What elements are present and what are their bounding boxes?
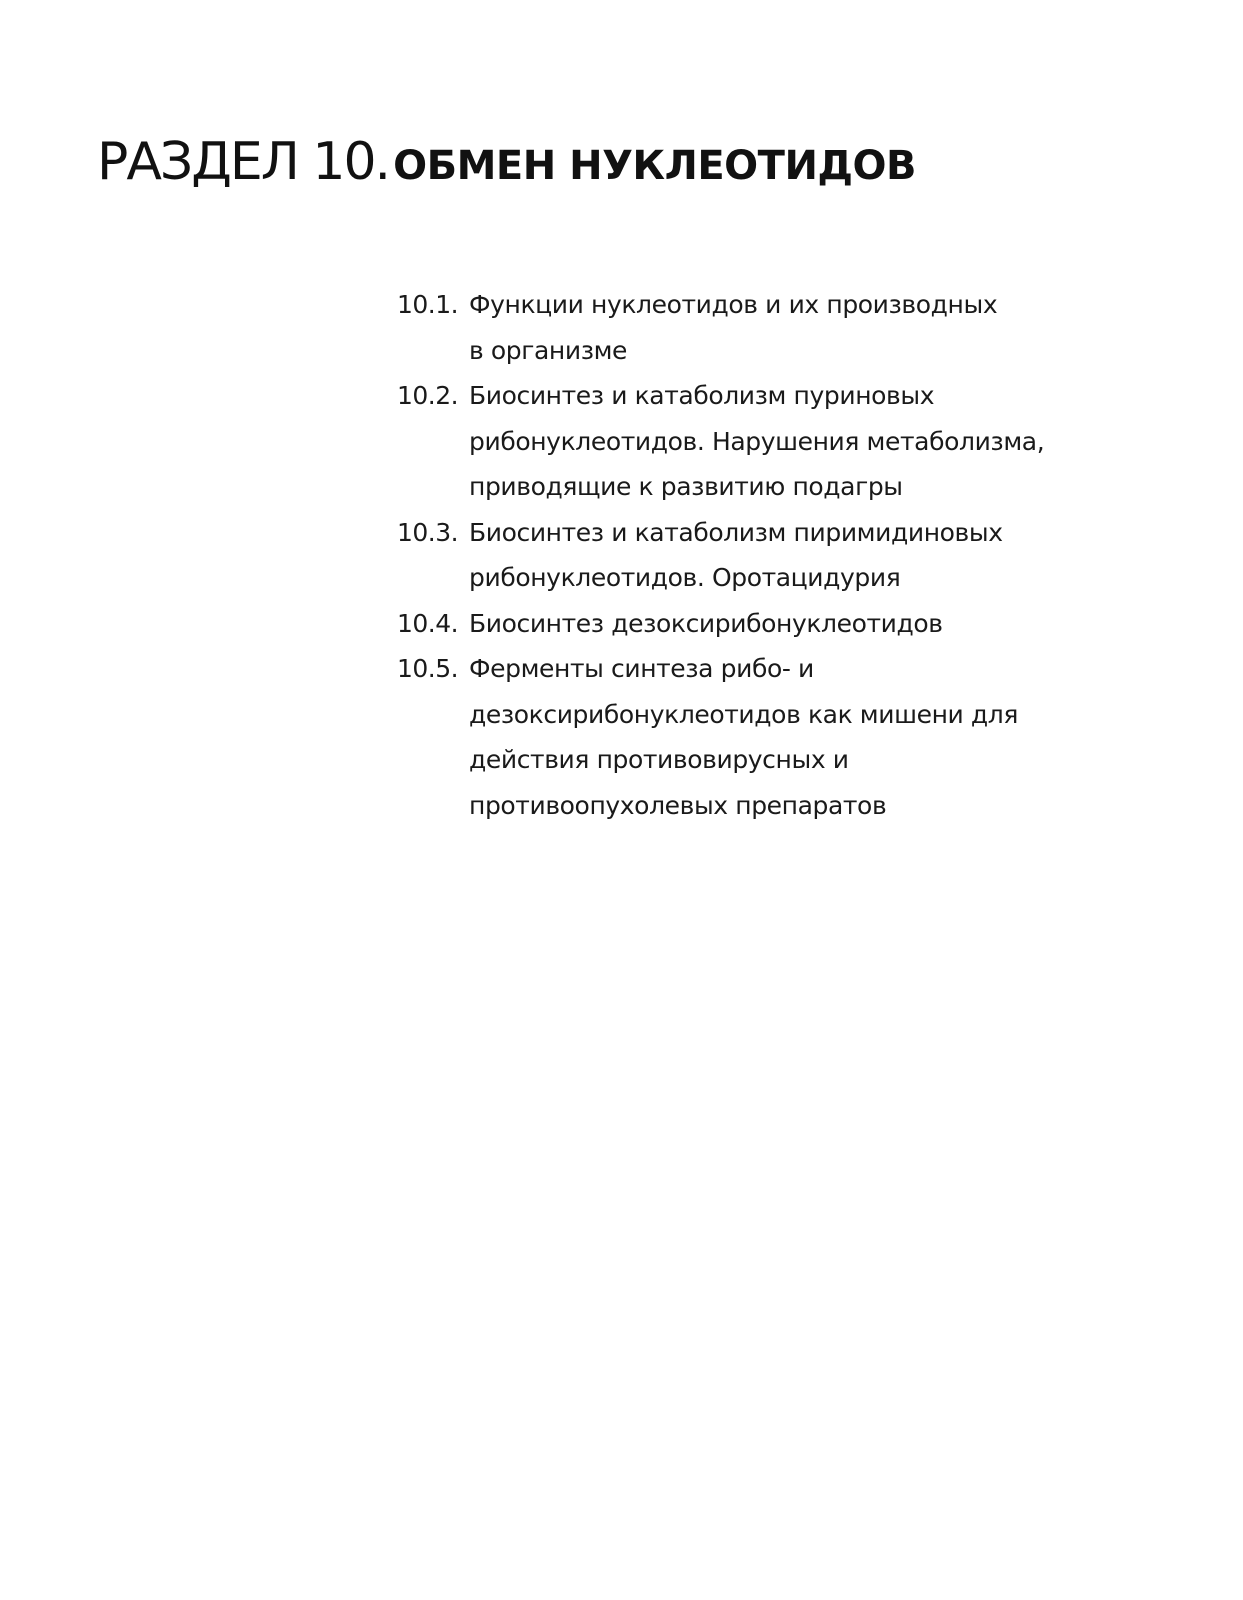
toc-item-line: действия противовирусных и (469, 745, 849, 774)
toc-item-line: Биосинтез и катаболизм пуриновых (469, 381, 935, 410)
toc-item (397, 510, 1087, 601)
toc-item (397, 373, 1087, 510)
toc-item-line: рибонуклеотидов. Нарушения метаболизма, (469, 426, 1045, 456)
toc-item-line: в организме (469, 335, 628, 365)
toc-item-text (469, 373, 1087, 510)
toc-item-number: 10.3. (397, 517, 459, 547)
toc-item-line: Биосинтез дезоксирибонуклеотидов (469, 608, 943, 638)
toc-item-number: 10.4. (397, 608, 459, 638)
toc-item-number: 10.2. (397, 381, 459, 410)
toc-item-line: Ферменты синтеза рибо- и (469, 654, 814, 683)
toc-item-text (469, 282, 1087, 373)
toc-item (397, 646, 1087, 828)
section-heading (97, 132, 917, 192)
toc-item-line: приводящие к развитию подагры (469, 472, 903, 501)
toc-item-line: Биосинтез и катаболизм пиримидиновых (469, 517, 1003, 547)
toc-item-text (469, 646, 1087, 828)
toc-item-text (469, 601, 1087, 647)
toc-item-number: 10.1. (397, 290, 459, 319)
toc-item-line: дезоксирибонуклеотидов как мишени для (469, 699, 1019, 729)
toc-item (397, 601, 1087, 647)
section-title: ОБМЕН НУКЛЕОТИДОВ (393, 143, 917, 189)
toc-item (397, 282, 1087, 373)
toc-item-number: 10.5. (397, 654, 459, 683)
toc-item-line: Функции нуклеотидов и их производных (469, 290, 998, 319)
toc-item-line: противоопухолевых препаратов (469, 790, 887, 820)
toc-item-text (469, 510, 1087, 601)
toc-item-line: рибонуклеотидов. Оротацидурия (469, 563, 901, 592)
table-of-contents (397, 282, 1087, 828)
section-number: РАЗДЕЛ 10. (97, 132, 390, 192)
